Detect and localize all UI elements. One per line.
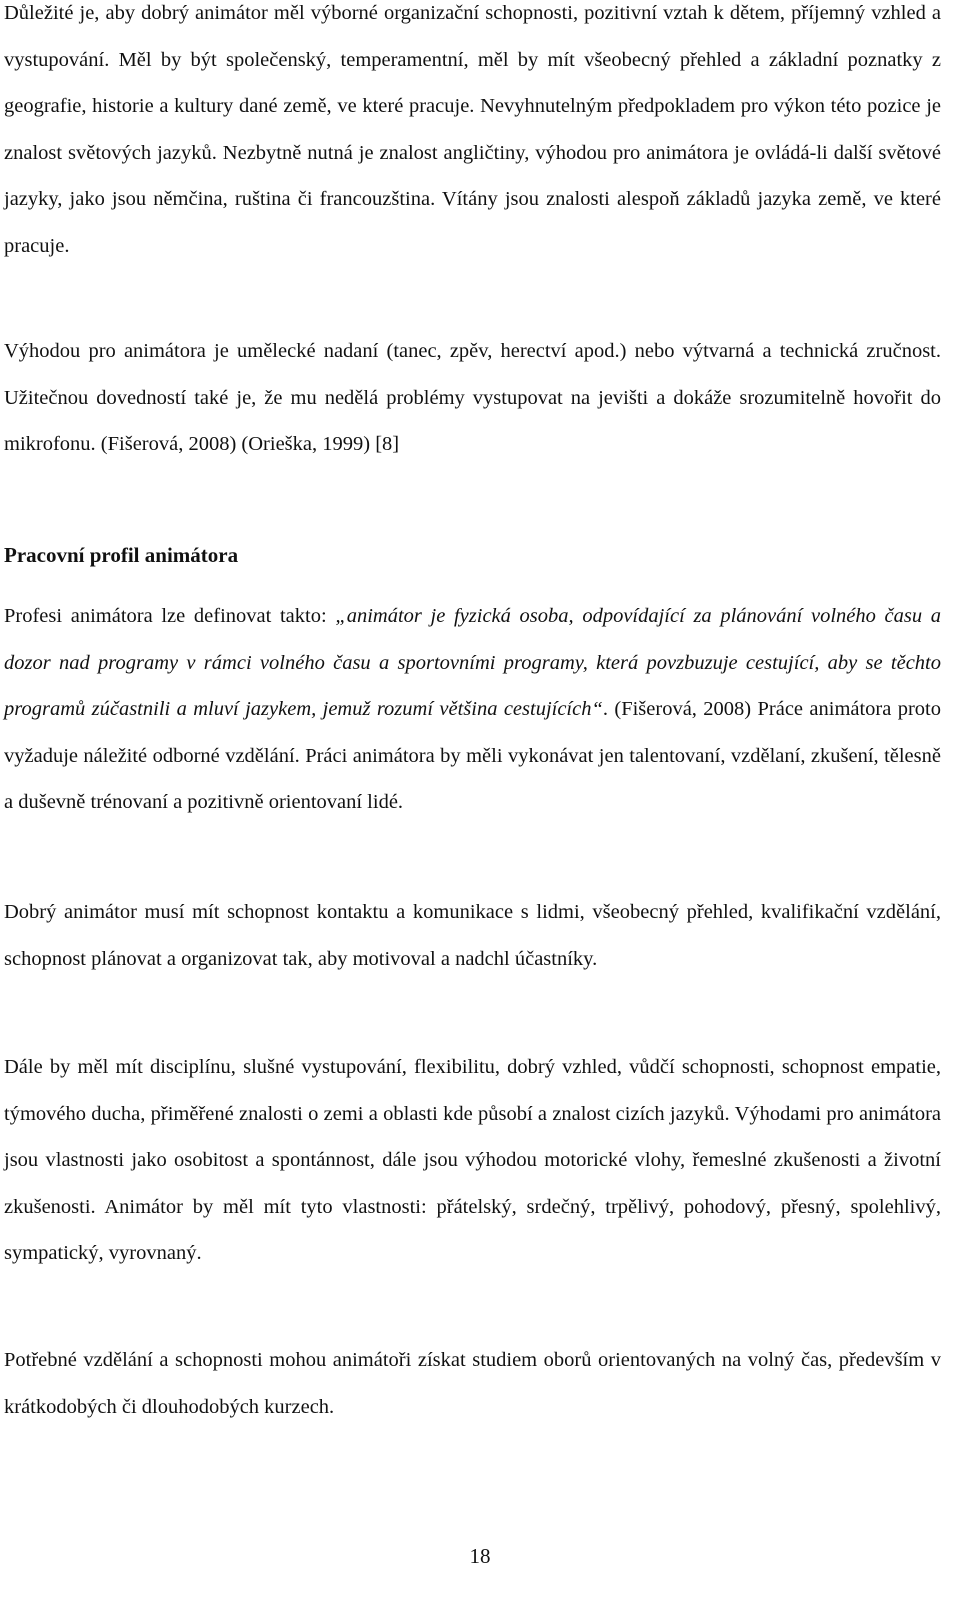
page-number: 18 <box>469 1544 491 1568</box>
section-heading: Pracovní profil animátora <box>4 543 239 567</box>
paragraph-communication: Dobrý animátor musí mít schopnost kontaktu a komunikace s lidmi, všeobecný přehled, kvalifikační vzdělání, schopnost plánovat a organizovat tak, aby motivoval a nadchl účastníky. <box>4 901 941 970</box>
paragraph-artistic-skills: Výhodou pro animátora je umělecké nadaní (tanec, zpěv, herectví apod.) nebo výtvarná a technická zručnost. Užitečnou dovedností také je, že mu nedělá problémy vystupovat na jevišti a dokáže srozumitelně hovořit do mikrofonu. (Fišerová, 2008) (Orieška, 1999) [8] <box>4 340 941 455</box>
paragraph-education: Potřebné vzdělání a schopnosti mohou animátoři získat studiem oborů orientovaných na volný čas, především v krátkodobých či dlouhodobých kurzech. <box>4 1349 941 1418</box>
definition-rest: . (Fišerová, 2008) Práce animátora proto vyžaduje náležité odborné vzdělání. Práci animátora by měli vykonávat jen talentovaní, vzdělaní, zkušení, tělesně a duševně trénovaní a pozitivně orientovaní lidé. <box>4 698 941 813</box>
paragraph-traits: Dále by měl mít disciplínu, slušné vystupování, flexibilitu, dobrý vzhled, vůdčí schopnosti, schopnost empatie, týmového ducha, přiměřené znalosti o zemi a oblasti kde působí a znalost cizích jazyků. Výhodami pro animátora jsou vlastnosti jako osobitost a spontánnost, dále jsou výhodou motorické vlohy, řemeslné zkušenosti a životní zkušenosti. Animátor by měl mít tyto vlastnosti: přátelský, srdečný, trpělivý, pohodový, přesný, spolehlivý, sympatický, vyrovnaný. <box>4 1056 941 1264</box>
definition-intro: Profesi animátora lze definovat takto: <box>4 605 336 627</box>
paragraph-definition <box>4 593 941 826</box>
definition-quote: „animátor je fyzická osoba, odpovídající za plánování volného času a dozor nad programy v rámci volného času a sportovními programy, která povzbuzuje cestující, aby se těchto programů zúčastnili a mluví jazykem, jemuž rozumí většina cestujících“ <box>4 605 942 720</box>
paragraph-animator-qualities: Důležité je, aby dobrý animátor měl výborné organizační schopnosti, pozitivní vztah k dětem, příjemný vzhled a vystupování. Měl by být společenský, temperamentní, měl by mít všeobecný přehled a základní poznatky z geografie, historie a kultury dané země, ve které pracuje. Nevyhnutelným předpokladem pro výkon této pozice je znalost světových jazyků. Nezbytně nutná je znalost angličtiny, výhodou pro animátora je ovládá-li další světové jazyky, jako jsou němčina, ruština či francouzština. Vítány jsou znalosti alespoň základů jazyka země, ve které pracuje. <box>4 2 941 257</box>
